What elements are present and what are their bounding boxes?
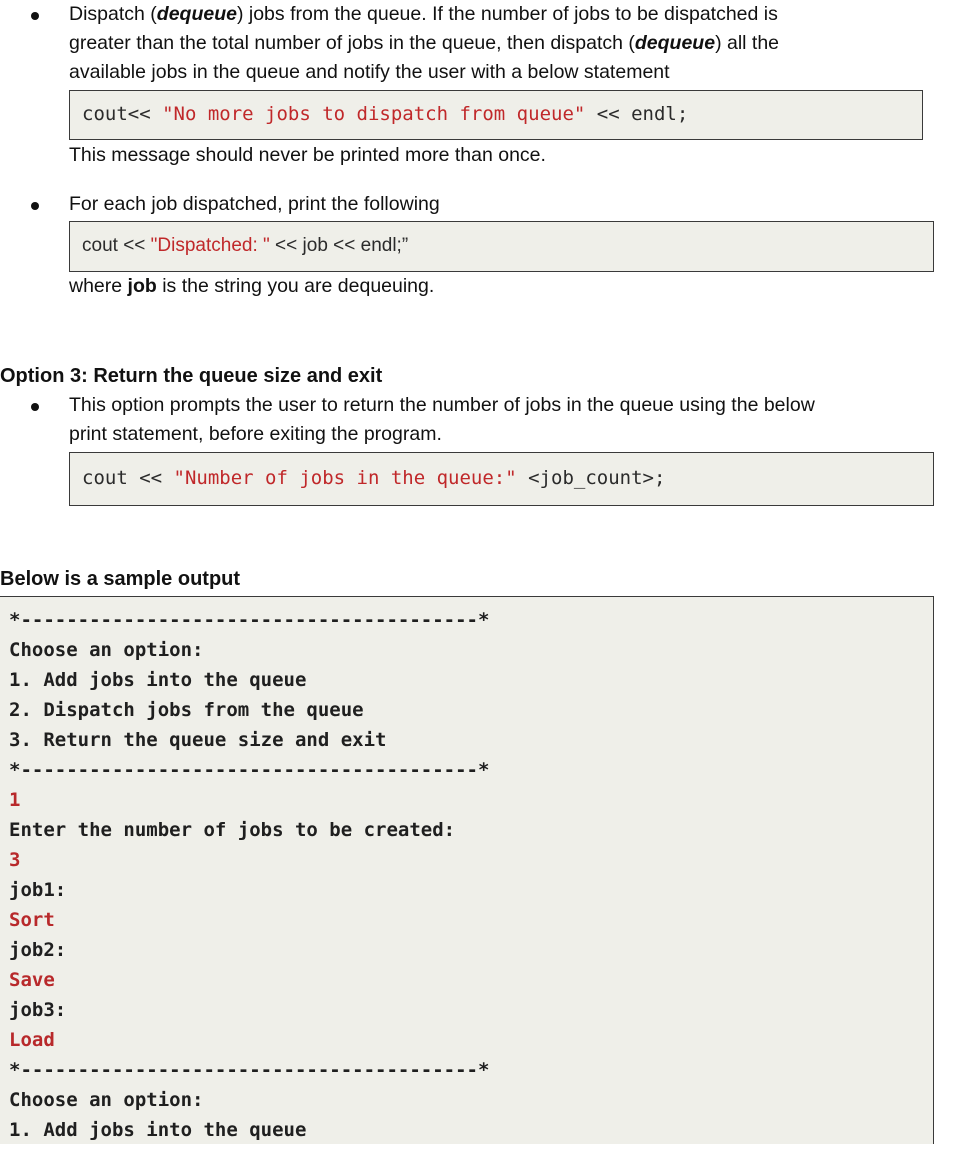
dispatched-code: cout << "Dispatched: " << job << endl;” (82, 235, 409, 256)
terminal-input-line: 1 (9, 789, 21, 811)
terminal-output-line: Enter the number of jobs to be created: (9, 819, 456, 841)
sample-output-heading: Below is a sample output (0, 568, 241, 590)
job-count-code-box (69, 452, 934, 506)
terminal-output-line: 2. Dispatch jobs from the queue (9, 699, 364, 721)
job-count-code: cout << "Number of jobs in the queue:" <job_count>; (82, 467, 666, 489)
terminal-output-line: *----------------------------------------* (9, 759, 490, 781)
dispatch-line-3: available jobs in the queue and notify the user with a below statement (69, 61, 670, 83)
terminal-output-line: 1. Add jobs into the queue (9, 1119, 307, 1141)
terminal-input-line: Sort (9, 909, 55, 931)
option3-heading: Option 3: Return the queue size and exit (0, 365, 383, 387)
sample-output-terminal (0, 596, 934, 1144)
bullet-dot (31, 12, 39, 20)
terminal-output-line: 3. Return the queue size and exit (9, 729, 387, 751)
terminal-input-line: Load (9, 1029, 55, 1051)
terminal-output-line: Choose an option: (9, 1089, 204, 1111)
terminal-output-line: job2: (9, 939, 67, 961)
dispatch-line-2: greater than the total number of jobs in the queue, then dispatch (dequeue) all the (69, 32, 780, 54)
no-more-jobs-code: cout<< "No more jobs to dispatch from queue" << endl; (82, 103, 689, 125)
bullet-dot (31, 202, 39, 210)
dispatch-paragraph (69, 0, 779, 87)
option3-line-1: This option prompts the user to return the number of jobs in the queue using the below (69, 394, 815, 416)
terminal-output-line: job1: (9, 879, 67, 901)
option3-line-2: print statement, before exiting the program. (69, 423, 442, 445)
terminal-output-line: job3: (9, 999, 67, 1021)
option3-paragraph (69, 391, 815, 449)
each-job-text: For each job dispatched, print the following (69, 193, 440, 215)
dispatched-code-box (69, 221, 934, 272)
bullet-dot (31, 403, 39, 411)
terminal-output-line: 1. Add jobs into the queue (9, 669, 307, 691)
dispatch-note: This message should never be printed more than once. (69, 144, 546, 166)
terminal-output-line: Choose an option: (9, 639, 204, 661)
terminal-input-line: 3 (9, 849, 21, 871)
terminal-output-line: *----------------------------------------* (9, 609, 490, 631)
terminal-output-line: *----------------------------------------* (9, 1059, 490, 1081)
each-job-note: where job is the string you are dequeuing. (69, 275, 435, 297)
no-more-jobs-code-box (69, 90, 923, 140)
dispatch-line-1: Dispatch (dequeue) jobs from the queue. If the number of jobs to be dispatched is (69, 3, 778, 25)
terminal-input-line: Save (9, 969, 55, 991)
